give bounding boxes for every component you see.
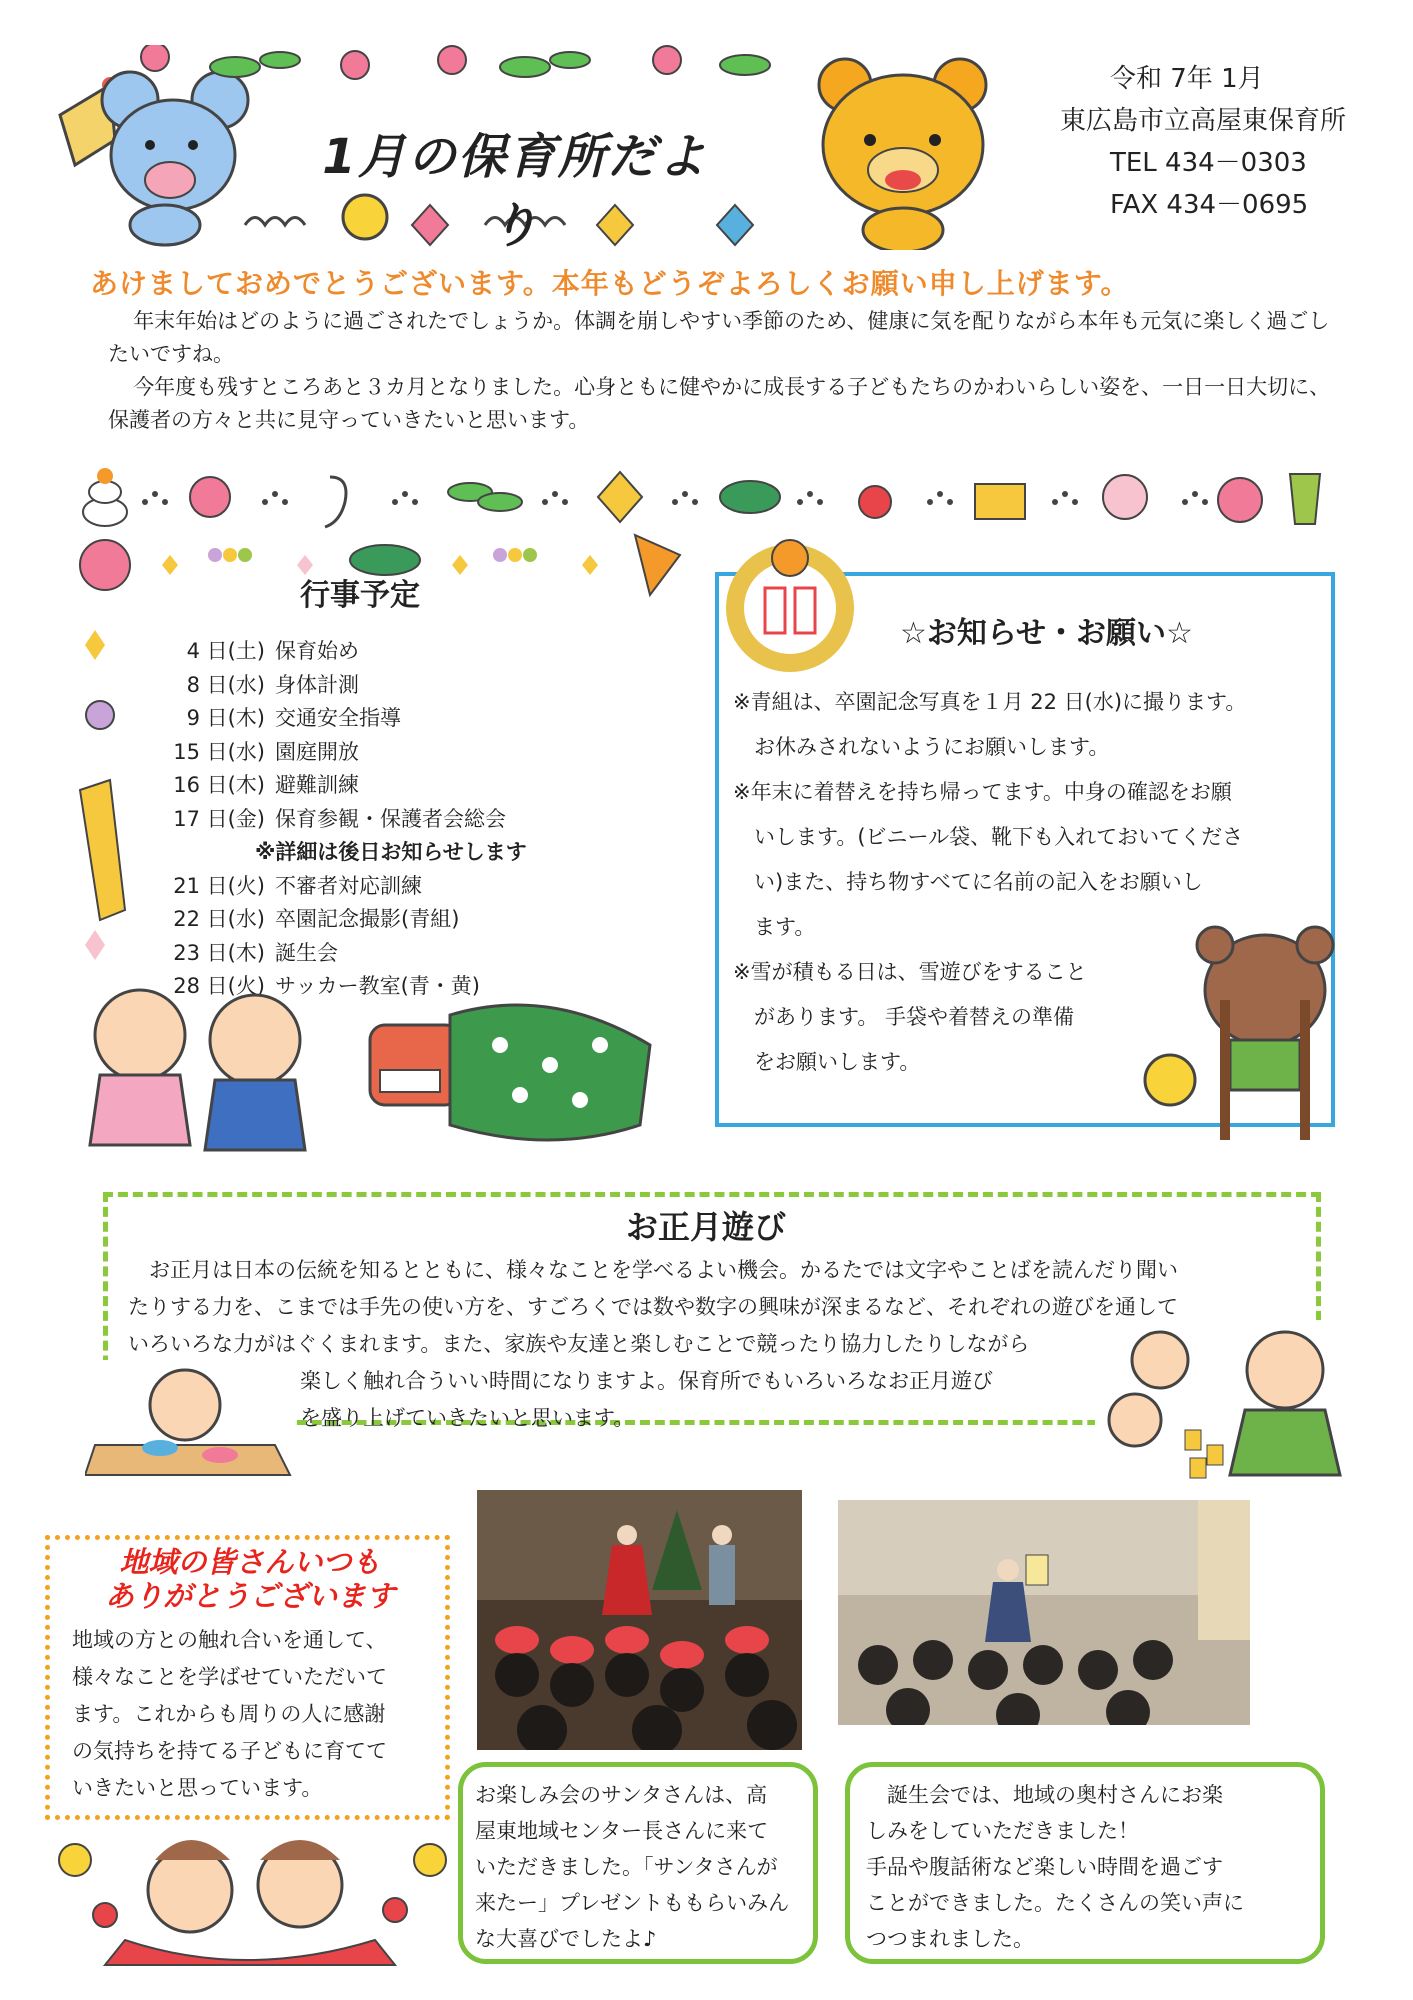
notice-line: ※青組は、卒園記念写真を１月 22 日(水)に撮ります。	[733, 690, 1247, 714]
thanks-line: 地域の方との触れ合いを通して、	[72, 1628, 387, 1652]
intro-paragraph: 今年度も残すところあと３カ月となりました。心身ともに健やかに成長する子どもたちのかわいらしい姿を、一日一日大切に、保護者の方々と共に見守っていきたいと思います。	[108, 375, 1331, 432]
caption-text	[463, 1767, 813, 1967]
new-year-decoration-strip	[80, 462, 1325, 532]
thanks-line: いきたいと思っています。	[72, 1776, 323, 1800]
event-date: 17 日(金)	[173, 806, 265, 831]
kagami-mochi-icon	[83, 468, 127, 526]
caption-line: 誕生会では、地域の奥村さんにお楽	[866, 1783, 1223, 1807]
plum-flower-icon	[190, 477, 230, 517]
community-thanks-text	[72, 1622, 387, 1807]
notice-line: ます。	[733, 915, 816, 939]
caption-line: な大喜びでしたよ♪	[475, 1927, 657, 1951]
issue-date: 令和 7年 1月	[1110, 64, 1264, 94]
event-date: 9 日(木)	[186, 706, 265, 730]
santa-photo-image	[477, 1490, 802, 1750]
community-thanks-title	[60, 1545, 440, 1613]
pine-icon	[720, 481, 780, 513]
event-name: 避難訓練	[275, 773, 359, 797]
event-row	[135, 870, 422, 904]
thanks-title-line: 地域の皆さんいつも	[119, 1545, 381, 1579]
caption-line: 来たー」プレゼントももらいみん	[475, 1891, 790, 1915]
event-date: 8 日(水)	[186, 672, 265, 697]
header-info	[1060, 58, 1346, 226]
caption-birthday-party	[845, 1762, 1325, 1964]
thanks-title-line: ありがとうございます	[104, 1579, 395, 1613]
caption-line: しみをしていただきました！	[866, 1819, 1139, 1843]
bamboo-icon	[448, 483, 522, 511]
fax-number: FAX 434－0695	[1110, 190, 1309, 220]
event-date: 15 日(水)	[173, 739, 265, 764]
event-name: サッカー教室(青・黄)	[275, 974, 480, 998]
event-name: 保育参観・保護者会総会	[275, 806, 506, 831]
caption-text	[850, 1767, 1320, 1967]
intro-text	[108, 305, 1343, 437]
caption-line: いただきました。「サンタさんが	[475, 1855, 778, 1879]
thanks-line: 様々なことを学ばせていただいて	[72, 1665, 387, 1689]
spinning-top-icon	[598, 472, 642, 522]
new-year-greeting: あけましておめでとうございます。本年もどうぞよろしくお願い申し上げます。	[90, 267, 1130, 300]
event-note: ※詳細は後日お知らせします	[255, 840, 527, 864]
event-date: 28 日(火)	[173, 974, 265, 998]
notice-line: お休みされないようにお願いします。	[733, 735, 1110, 759]
children-flowers-illustration	[45, 1820, 455, 1975]
phone-number: TEL 434－0303	[1110, 148, 1307, 178]
event-row	[135, 803, 506, 837]
thanks-line: ます。これからも周りの人に感謝	[72, 1702, 386, 1726]
event-date: 22 日(水)	[173, 907, 265, 931]
event-row	[135, 769, 359, 803]
notice-line: い)また、持ち物すべてに名前の記入をお願いし	[733, 870, 1203, 894]
oshogatsu-line: お正月は日本の伝統を知るとともに、様々なことを学べるよい機会。かるたでは文字やことばを読んだり聞い	[128, 1258, 1178, 1282]
child-spinning-top-illustration	[85, 1360, 295, 1480]
newsletter-title: 1月の保育所だより	[322, 129, 708, 254]
event-row	[135, 903, 460, 937]
events-title: 行事予定	[300, 578, 420, 613]
event-date: 21 日(火)	[173, 873, 265, 898]
intro-paragraph: 年末年始はどのように過ごされたでしょうか。体調を崩しやすい季節のため、健康に気を配りながら本年も元気に楽しく過ごしたいですね。	[108, 309, 1330, 366]
event-date: 4 日(土)	[186, 639, 265, 663]
birthday-photo-image	[838, 1500, 1250, 1725]
children-lion-dance-illustration	[70, 965, 700, 1175]
bear-on-stilts-illustration	[1125, 920, 1355, 1140]
shimenawa-wreath-illustration	[705, 528, 875, 678]
organization-name: 東広島市立高屋東保育所	[1060, 106, 1347, 136]
event-date: 23 日(木)	[173, 940, 265, 965]
ozoni-bowl-icon	[1218, 478, 1262, 522]
event-name: 保育始め	[275, 639, 359, 663]
notice-title: ☆お知らせ・お願い☆	[900, 616, 1193, 651]
event-name: 卒園記念撮影(青組)	[275, 907, 460, 931]
lion-dance-icon	[1103, 475, 1147, 519]
oshogatsu-title: お正月遊び	[620, 1202, 792, 1248]
oshogatsu-line: 楽しく触れ合ういい時間になりますよ。保育所でもいろいろなお正月遊び	[300, 1369, 993, 1393]
gift-box-icon	[975, 484, 1025, 519]
oshogatsu-line: いろいろな力がはぐくまれます。また、家族や友達と楽しむことで競ったり協力したりしながら	[128, 1332, 1030, 1356]
caption-line: つつまれました。	[866, 1927, 1034, 1951]
notice-line: があります。 手袋や着替えの準備	[733, 1005, 1074, 1029]
event-name: 園庭開放	[275, 739, 359, 764]
event-name: 身体計測	[275, 672, 359, 697]
bear-illustration	[819, 59, 986, 250]
oshogatsu-line: たりする力を、こまでは手先の使い方を、すごろくでは数や数字の興味が深まるなど、それぞれの遊びを通して	[128, 1295, 1178, 1319]
event-note-row	[135, 836, 527, 870]
children-karuta-illustration	[1095, 1320, 1355, 1480]
event-date: 16 日(木)	[173, 773, 265, 797]
thanks-line: の気持ちを持てる子どもに育てて	[72, 1739, 387, 1763]
caption-line: お楽しみ会のサンタさんは、高	[475, 1783, 768, 1807]
caption-line: ことができました。たくさんの笑い声に	[866, 1891, 1244, 1915]
notice-line: いします。(ビニール袋、靴下も入れておいてくださ	[733, 825, 1244, 849]
event-name: 交通安全指導	[275, 706, 401, 730]
notice-line: ※雪が積もる日は、雪遊びをすること	[733, 960, 1087, 984]
snake-icon	[325, 477, 346, 527]
oshogatsu-line: を盛り上げていきたいと思います。	[300, 1406, 635, 1430]
photo-birthday-party	[838, 1500, 1250, 1725]
notice-line: をお願いします。	[733, 1050, 921, 1074]
caption-line: 手品や腹話術など楽しい時間を過ごす	[866, 1855, 1223, 1879]
events-list	[135, 635, 527, 1004]
mouse-illustration	[60, 72, 248, 245]
photo-christmas-party	[477, 1490, 802, 1750]
hagoita-icon	[1290, 474, 1320, 524]
event-name: 不審者対応訓練	[275, 873, 422, 898]
event-row	[135, 635, 359, 669]
event-row	[135, 736, 359, 770]
notice-line: ※年末に着替えを持ち帰ってます。中身の確認をお願	[733, 780, 1232, 804]
event-row	[135, 669, 359, 703]
caption-christmas-party	[458, 1762, 818, 1964]
turnip-icon	[859, 486, 891, 518]
event-name: 誕生会	[275, 940, 338, 965]
caption-line: 屋東地域センター長さんに来て	[475, 1819, 769, 1843]
event-row	[135, 702, 401, 736]
